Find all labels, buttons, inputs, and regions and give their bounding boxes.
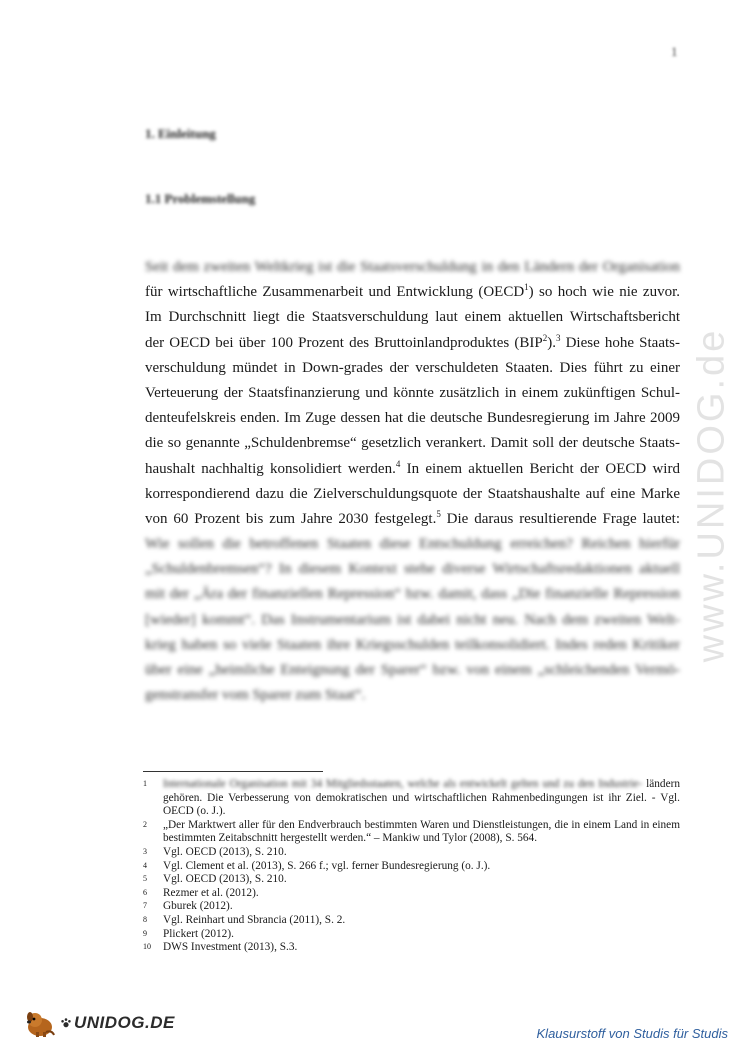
dog-mascot-icon xyxy=(22,1008,58,1038)
paragraph-line: Seit dem zweiten Weltkrieg ist die Staatsverschuldung in den Ländern der Organisation xyxy=(145,259,680,275)
footnote-item xyxy=(143,900,680,914)
paragraph-line: von 60 Prozent bis zum Jahre 2030 festgelegt.$^5$ Die daraus resultierende Frage lautet: xyxy=(145,508,680,527)
chapter-heading: 1. Einleitung xyxy=(145,126,216,141)
paragraph-line: der OECD bei über 100 Prozent des Bruttoinlandproduktes (BIP$^2$).$^3$ Diese hohe Staats- xyxy=(145,332,680,351)
footnote-item xyxy=(143,928,680,942)
footnote-text: Vgl. Reinhart und Sbrancia (2011), S. 2. xyxy=(163,913,346,926)
footnote-mark: 5 xyxy=(143,874,147,884)
paw-icon xyxy=(60,1017,72,1029)
paragraph-line: krieg haben so viele Staaten ihre Kriegsschulden teilkonsolidiert. Indes reden Kritiker xyxy=(145,636,680,653)
footnote-mark: 4 xyxy=(143,860,147,870)
footnote-rule xyxy=(143,771,323,772)
footnote-ref: 2 xyxy=(542,332,548,343)
paragraph-line: denteufelskreis enden. Im Zuge dessen hat die deutsche Bundesregierung im Jahre 2009 xyxy=(145,410,680,427)
paragraph-line: Verteuerung der Staatsfinanzierung und könnte zusätzlich in einem zukünftigen Schul- xyxy=(145,384,680,401)
paragraph-line: korrespondierend dazu die Zielverschuldungsquote der Staatshaushalte auf eine Marke xyxy=(145,485,680,502)
footnote-text: DWS Investment (2013), S.3. xyxy=(163,941,298,954)
footnote-item xyxy=(143,873,680,887)
footnote-ref: 4 xyxy=(395,458,401,469)
footnote-text: Vgl. Clement et al. (2013), S. 266 f.; vgl. ferner Bundesregierung (o. J.). xyxy=(163,859,491,872)
footnote-text: Plickert (2012). xyxy=(163,927,234,940)
section-heading: 1.1 Problemstellung xyxy=(145,191,256,206)
paragraph-line: verschuldung mündet in Down-grades der verschuldeten Staaten. Dies führt zu einer xyxy=(145,359,680,376)
footnotes xyxy=(143,778,680,955)
footnote-item xyxy=(143,941,680,955)
footnote-mark: 3 xyxy=(143,846,147,856)
paragraph-line: mit der „Ära der finanziellen Repression“ bzw. damit, dass „Die finanzielle Repression xyxy=(145,586,680,603)
footnote-ref: 1 xyxy=(524,282,529,293)
watermark xyxy=(692,260,732,730)
footnote-mark: 2 xyxy=(143,819,147,829)
body-paragraph xyxy=(145,255,680,708)
footnote-mark: 10 xyxy=(143,942,151,952)
footnote-text: Vgl. OECD (2013), S. 210. xyxy=(163,845,287,858)
paragraph-line: über eine „heimliche Enteignung der Sparer“ bzw. von einem „schleichenden Vermö- xyxy=(145,662,680,678)
unidog-logo xyxy=(22,1008,175,1038)
watermark-text: www.UNIDOG.de xyxy=(690,327,733,663)
paragraph-line: genstransfer vom Sparer zum Staat“. xyxy=(145,687,366,704)
paragraph-line: Im Durchschnitt liegt die Staatsverschuldung laut einem aktuellen Wirtschaftsbericht xyxy=(145,309,680,326)
footnote-text: Internationale Organisation mit 34 Mitgliedsstaaten, welche als entwickelt gelten und zu den Industrie- ländern gehören. Die Verbesserung von demokratischen und wirtschaftlichen Rahmenbedingungen ist ihr Ziel. - Vgl. OECD (o. J.). xyxy=(163,778,680,818)
footnote-item xyxy=(143,778,680,819)
paragraph-line: Wie sollen die betroffenen Staaten diese Entschuldung erreichen? Reichen hierfür xyxy=(145,536,680,553)
paragraph-line: für wirtschaftliche Zusammenarbeit und Entwicklung (OECD$^1$) so hoch wie nie zuvor. xyxy=(145,282,680,301)
page-number: 1 xyxy=(671,44,678,59)
tagline: Klausurstoff von Studis für Studis xyxy=(536,1026,728,1041)
footnote-text: Rezmer et al. (2012). xyxy=(163,886,259,899)
footnote-ref: 5 xyxy=(436,508,441,519)
paragraph-line: haushalt nachhaltig konsolidiert werden.$^4$ In einem aktuellen Bericht der OECD wird xyxy=(145,458,680,477)
footnote-item xyxy=(143,887,680,901)
paragraph-line: die so genannte „Schuldenbremse“ gesetzlich verankert. Damit soll der deutsche Staats- xyxy=(145,435,680,452)
footnote-mark: 9 xyxy=(143,928,147,938)
footnote-mark: 7 xyxy=(143,901,147,911)
footnote-text: Vgl. OECD (2013), S. 210. xyxy=(163,873,287,886)
footnote-text: Gburek (2012). xyxy=(163,900,233,913)
footnote-item xyxy=(143,819,680,846)
paragraph-line: [wieder] kommt“. Das Instrumentarium ist dabei nicht neu. Nach dem zweiten Welt- xyxy=(145,611,680,628)
footnote-text: „Der Marktwert aller für den Endverbrauch bestimmten Waren und Dienstleistungen, die in einem Land in einem bestimmten Zeitabschnitt hergestellt werden.“ – Mankiw und Tylor (2008), S. 564. xyxy=(163,818,680,845)
footnote-mark: 1 xyxy=(143,779,147,788)
footnote-item xyxy=(143,846,680,860)
footnote-mark: 6 xyxy=(143,887,147,897)
footnote-item xyxy=(143,860,680,874)
footnote-item xyxy=(143,914,680,928)
footnote-mark: 8 xyxy=(143,914,147,924)
logo-text: UNIDOG.DE xyxy=(74,1013,175,1032)
paragraph-line: „Schuldenbremsen“? In diesem Kontext stehe diverse Wirtschaftsredaktionen aktuell xyxy=(145,561,680,578)
footnote-ref: 3 xyxy=(555,332,561,343)
